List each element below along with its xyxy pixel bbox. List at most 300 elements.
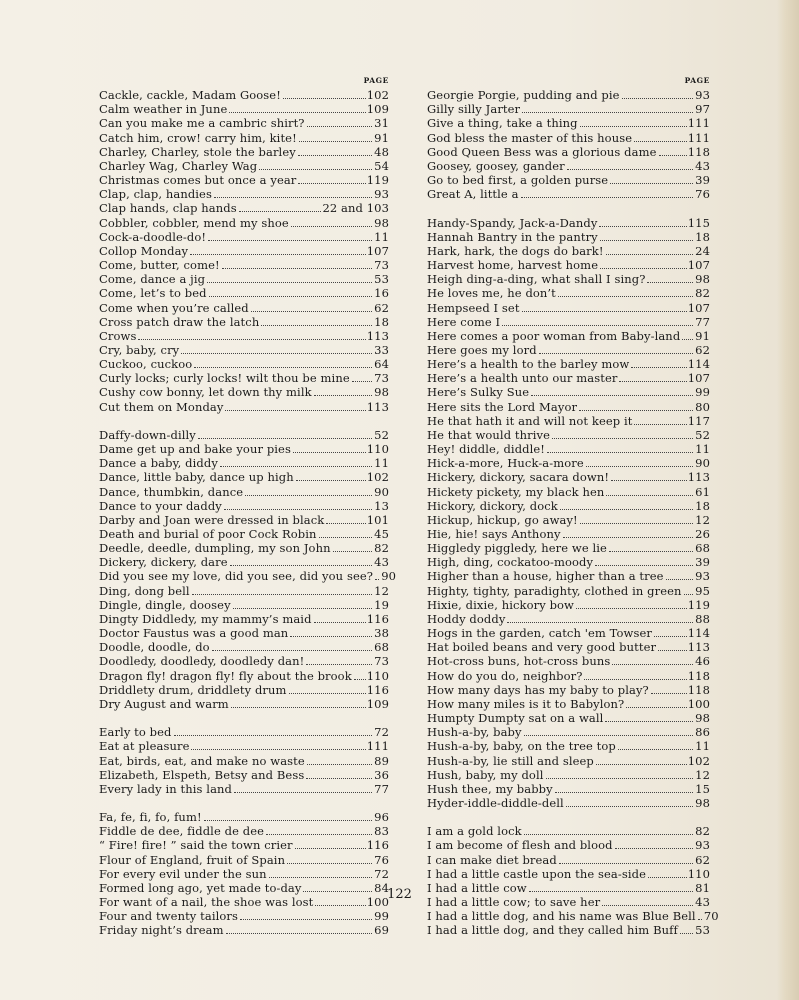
entry-page-number: 72 bbox=[374, 725, 389, 740]
entry-page-number: 52 bbox=[374, 427, 389, 442]
entry-title: How many miles is it to Babylon? bbox=[427, 696, 625, 711]
dot-leader bbox=[209, 287, 372, 297]
entry-page-number: 46 bbox=[695, 654, 710, 669]
group-spacer bbox=[99, 796, 389, 810]
dot-leader bbox=[230, 556, 372, 566]
entry-page-number: 39 bbox=[695, 173, 710, 188]
index-entry bbox=[427, 102, 710, 116]
index-entry bbox=[427, 739, 710, 753]
entry-title: I had a little dog, and his name was Blue Bell bbox=[427, 909, 696, 924]
dot-leader bbox=[291, 217, 372, 227]
entry-page-number: 91 bbox=[374, 130, 389, 145]
entry-page-number: 13 bbox=[374, 498, 389, 513]
entry-title: Give a thing, take a thing bbox=[427, 116, 578, 131]
index-entry bbox=[427, 923, 710, 937]
entry-title: Darby and Joan were dressed in black bbox=[99, 512, 325, 527]
dot-leader bbox=[563, 528, 693, 538]
index-entry bbox=[427, 357, 710, 371]
entry-page-number: 119 bbox=[366, 173, 389, 188]
entry-page-number: 116 bbox=[366, 682, 389, 697]
entry-title: Hannah Bantry in the pantry bbox=[427, 229, 598, 244]
index-entry bbox=[427, 796, 710, 810]
index-entry bbox=[427, 598, 710, 612]
index-entry bbox=[427, 258, 710, 272]
entry-title: Dragon fly! dragon fly! fly about the brook bbox=[99, 668, 352, 683]
entry-title: Higgledy piggledy, here we lie bbox=[427, 541, 607, 556]
dot-leader bbox=[619, 372, 686, 382]
entry-title: Hempseed I set bbox=[427, 300, 520, 315]
entry-title: Hickory, dickory, dock bbox=[427, 498, 558, 513]
dot-leader bbox=[626, 698, 686, 708]
entry-page-number: 19 bbox=[374, 597, 389, 612]
entry-title: He loves me, he don’t bbox=[427, 286, 556, 301]
entry-title: Here’s Sulky Sue bbox=[427, 385, 530, 400]
dot-leader bbox=[319, 528, 373, 538]
entry-page-number: 116 bbox=[366, 838, 389, 853]
dot-leader bbox=[333, 542, 372, 552]
dot-leader bbox=[610, 174, 693, 184]
entry-page-number: 101 bbox=[366, 512, 389, 527]
entry-page-number: 100 bbox=[366, 895, 389, 910]
entry-title: Here come I bbox=[427, 314, 501, 329]
entry-title: Hush-a-by, baby, on the tree top bbox=[427, 739, 616, 754]
index-entry bbox=[427, 442, 710, 456]
entry-title: Clap hands, clap hands bbox=[99, 201, 237, 216]
entry-page-number: 115 bbox=[687, 215, 710, 230]
index-entry bbox=[99, 428, 389, 442]
entry-title: Gilly silly Jarter bbox=[427, 102, 521, 117]
dot-leader bbox=[207, 273, 372, 283]
entry-page-number: 18 bbox=[695, 498, 710, 513]
entry-page-number: 109 bbox=[366, 102, 389, 117]
index-entry bbox=[427, 541, 710, 555]
entry-page-number: 11 bbox=[695, 442, 710, 457]
dot-leader bbox=[558, 287, 693, 297]
dot-leader bbox=[566, 797, 693, 807]
index-entry bbox=[427, 654, 710, 668]
entry-title: Dingty Diddledy, my mammy’s maid bbox=[99, 611, 312, 626]
dot-leader bbox=[306, 655, 372, 665]
entry-page-number: 12 bbox=[695, 767, 710, 782]
entry-title: Dingle, dingle, doosey bbox=[99, 597, 231, 612]
index-entry bbox=[99, 159, 389, 173]
dot-leader bbox=[251, 302, 372, 312]
entry-page-number: 113 bbox=[366, 328, 389, 343]
index-entry bbox=[427, 626, 710, 640]
dot-leader bbox=[576, 599, 687, 609]
index-entry bbox=[427, 754, 710, 768]
dot-leader bbox=[595, 556, 693, 566]
dot-leader bbox=[634, 132, 687, 142]
dot-leader bbox=[682, 330, 693, 340]
group-spacer bbox=[427, 810, 710, 824]
entry-title: Early to bed bbox=[99, 725, 172, 740]
entry-page-number: 82 bbox=[374, 541, 389, 556]
entry-title: Catch him, crow! carry him, kite! bbox=[99, 130, 297, 145]
entry-page-number: 62 bbox=[374, 300, 389, 315]
dot-leader bbox=[245, 486, 372, 496]
dot-leader bbox=[600, 259, 687, 269]
entry-page-number: 43 bbox=[695, 895, 710, 910]
dot-leader bbox=[233, 599, 372, 609]
entry-page-number: 90 bbox=[374, 484, 389, 499]
index-entry bbox=[99, 810, 389, 824]
entry-title: Cackle, cackle, Madam Goose! bbox=[99, 88, 281, 103]
entry-title: Dance a baby, diddy bbox=[99, 456, 218, 471]
page-column-heading: PAGE bbox=[363, 76, 389, 85]
index-entries-right bbox=[427, 88, 719, 938]
dot-leader bbox=[326, 514, 365, 524]
entry-title: Here goes my lord bbox=[427, 342, 537, 357]
entry-title: Heigh ding-a-ding, what shall I sing? bbox=[427, 272, 646, 287]
entry-title: Cut them on Monday bbox=[99, 399, 224, 414]
entry-page-number: 12 bbox=[374, 583, 389, 598]
entry-page-number: 111 bbox=[366, 739, 389, 754]
index-entry bbox=[99, 923, 389, 937]
entry-title: Curly locks; curly locks! wilt thou be mine bbox=[99, 371, 350, 386]
dot-leader bbox=[698, 910, 702, 920]
dot-leader bbox=[648, 868, 687, 878]
entry-title: Highty, tighty, paradighty, clothed in green bbox=[427, 583, 682, 598]
entry-page-number: 11 bbox=[374, 229, 389, 244]
entry-page-number: 83 bbox=[374, 824, 389, 839]
entry-title: For every evil under the sun bbox=[99, 866, 267, 881]
index-entry bbox=[99, 824, 389, 838]
entry-title: Doodledy, doodledy, doodledy dan! bbox=[99, 654, 305, 669]
entry-page-number: 18 bbox=[374, 314, 389, 329]
index-entry bbox=[99, 782, 389, 796]
index-entry bbox=[427, 555, 710, 569]
entry-title: Here’s a health to the barley mow bbox=[427, 357, 630, 372]
entry-title: Hush-a-by, baby bbox=[427, 725, 522, 740]
entry-title: Hyder-iddle-diddle-dell bbox=[427, 795, 564, 810]
entry-page-number: 84 bbox=[374, 880, 389, 895]
entry-page-number: 100 bbox=[687, 696, 710, 711]
dot-leader bbox=[659, 146, 687, 156]
index-entry bbox=[99, 626, 389, 640]
dot-leader bbox=[531, 386, 693, 396]
entry-page-number: 64 bbox=[374, 357, 389, 372]
entry-title: Here’s a health unto our master bbox=[427, 371, 618, 386]
entry-page-number: 114 bbox=[687, 626, 710, 641]
index-entry bbox=[427, 569, 710, 583]
index-entry bbox=[99, 201, 389, 215]
index-entry bbox=[99, 669, 389, 683]
entry-title: Goosey, goosey, gander bbox=[427, 158, 565, 173]
entry-page-number: 89 bbox=[374, 753, 389, 768]
entry-page-number: 43 bbox=[695, 158, 710, 173]
index-entry bbox=[99, 371, 389, 385]
index-entry bbox=[99, 569, 397, 584]
index-entry bbox=[99, 258, 389, 272]
entry-title: Eat, birds, eat, and make no waste bbox=[99, 753, 305, 768]
entry-page-number: 22 and 103 bbox=[322, 201, 389, 216]
entry-title: Eat at pleasure bbox=[99, 739, 190, 754]
dot-leader bbox=[559, 854, 693, 864]
entry-page-number: 68 bbox=[374, 640, 389, 655]
entry-title: Cry, baby, cry bbox=[99, 342, 180, 357]
index-entry bbox=[427, 669, 710, 683]
group-spacer bbox=[99, 414, 389, 428]
entry-title: I had a little cow; to save her bbox=[427, 895, 601, 910]
entry-title: Dame get up and bake your pies bbox=[99, 442, 291, 457]
dot-leader bbox=[194, 358, 372, 368]
dot-leader bbox=[314, 386, 372, 396]
dot-leader bbox=[208, 231, 372, 241]
index-entry bbox=[99, 244, 389, 258]
entry-title: Can you make me a cambric shirt? bbox=[99, 116, 305, 131]
index-entry bbox=[427, 145, 710, 159]
dot-leader bbox=[524, 825, 693, 835]
dot-leader bbox=[191, 740, 365, 750]
dot-leader bbox=[580, 514, 693, 524]
entry-title: Doodle, doodle, do bbox=[99, 640, 210, 655]
entry-title: Daffy-down-dilly bbox=[99, 427, 196, 442]
entry-title: Come, let’s to bed bbox=[99, 286, 207, 301]
entry-page-number: 111 bbox=[687, 116, 710, 131]
entry-title: Charley, Charley, stole the barley bbox=[99, 144, 296, 159]
dot-leader bbox=[204, 811, 372, 821]
index-entry bbox=[99, 513, 389, 527]
index-entry bbox=[99, 216, 389, 230]
dot-leader bbox=[306, 769, 372, 779]
group-spacer bbox=[99, 711, 389, 725]
index-entry bbox=[427, 343, 710, 357]
entry-title: He that would thrive bbox=[427, 427, 551, 442]
entry-title: Hot-cross buns, hot-cross buns bbox=[427, 654, 611, 669]
dot-leader bbox=[299, 132, 372, 142]
entry-page-number: 111 bbox=[687, 130, 710, 145]
dot-leader bbox=[212, 641, 372, 651]
entry-page-number: 98 bbox=[374, 215, 389, 230]
index-entry bbox=[427, 909, 719, 924]
index-entry bbox=[427, 428, 710, 442]
entry-title: Crows bbox=[99, 328, 137, 343]
dot-leader bbox=[231, 698, 366, 708]
entry-title: Hogs in the garden, catch 'em Towser bbox=[427, 626, 652, 641]
dot-leader bbox=[606, 486, 693, 496]
dot-leader bbox=[605, 712, 693, 722]
entry-page-number: 99 bbox=[695, 385, 710, 400]
dot-leader bbox=[296, 471, 366, 481]
index-entry bbox=[99, 541, 389, 555]
entry-page-number: 16 bbox=[374, 286, 389, 301]
entry-page-number: 80 bbox=[695, 399, 710, 414]
dot-leader bbox=[298, 174, 365, 184]
index-entry bbox=[99, 173, 389, 187]
entry-page-number: 68 bbox=[695, 541, 710, 556]
dot-leader bbox=[261, 316, 372, 326]
entry-title: Elizabeth, Elspeth, Betsy and Bess bbox=[99, 767, 305, 782]
dot-leader bbox=[600, 231, 693, 241]
entry-page-number: 118 bbox=[687, 682, 710, 697]
index-entry bbox=[427, 159, 710, 173]
entry-title: Formed long ago, yet made to-day bbox=[99, 880, 302, 895]
entry-page-number: 48 bbox=[374, 144, 389, 159]
index-entry bbox=[427, 513, 710, 527]
index-entry bbox=[427, 244, 710, 258]
entry-title: Every lady in this land bbox=[99, 781, 232, 796]
dot-leader bbox=[631, 358, 686, 368]
dot-leader bbox=[354, 670, 366, 680]
entry-page-number: 98 bbox=[695, 795, 710, 810]
page-number: 122 bbox=[387, 887, 412, 902]
dot-leader bbox=[229, 103, 365, 113]
entry-page-number: 96 bbox=[374, 810, 389, 825]
dot-leader bbox=[522, 103, 693, 113]
page-edge-shadow bbox=[777, 0, 799, 1000]
index-entry bbox=[427, 499, 710, 513]
dot-leader bbox=[287, 854, 372, 864]
index-entry bbox=[427, 782, 710, 796]
entry-page-number: 62 bbox=[695, 852, 710, 867]
dot-leader bbox=[658, 641, 687, 651]
index-entry bbox=[99, 853, 389, 867]
entry-title: Cobbler, cobbler, mend my shoe bbox=[99, 215, 289, 230]
dot-leader bbox=[190, 245, 366, 255]
entry-title: For want of a nail, the shoe was lost bbox=[99, 895, 314, 910]
entry-page-number: 53 bbox=[695, 923, 710, 938]
entry-page-number: 81 bbox=[695, 880, 710, 895]
index-entry bbox=[99, 768, 389, 782]
index-entry bbox=[99, 102, 389, 116]
index-entry bbox=[99, 88, 389, 102]
entry-page-number: 73 bbox=[374, 371, 389, 386]
dot-leader bbox=[579, 401, 693, 411]
index-entry bbox=[427, 187, 710, 201]
entry-page-number: 93 bbox=[695, 569, 710, 584]
index-entry bbox=[427, 456, 710, 470]
entry-title: Come, butter, come! bbox=[99, 258, 220, 273]
entry-page-number: 95 bbox=[695, 583, 710, 598]
entry-page-number: 12 bbox=[695, 512, 710, 527]
dot-leader bbox=[293, 443, 366, 453]
dot-leader bbox=[618, 740, 693, 750]
index-entry bbox=[99, 598, 389, 612]
entry-page-number: 38 bbox=[374, 626, 389, 641]
entry-title: Death and burial of poor Cock Robin bbox=[99, 527, 317, 541]
entry-title: I had a little cow bbox=[427, 880, 527, 895]
index-entry bbox=[427, 725, 710, 739]
entry-page-number: 36 bbox=[374, 767, 389, 782]
index-entry bbox=[427, 612, 710, 626]
entry-title: Hickery, dickory, sacara down! bbox=[427, 470, 610, 485]
index-entry bbox=[99, 456, 389, 470]
entry-title: “ Fire! fire! ” said the town crier bbox=[99, 838, 293, 853]
dot-leader bbox=[138, 330, 365, 340]
entry-page-number: 61 bbox=[695, 484, 710, 499]
index-entry bbox=[427, 838, 710, 852]
entry-title: Flour of England, fruit of Spain bbox=[99, 852, 286, 867]
entry-page-number: 102 bbox=[366, 470, 389, 485]
index-entry bbox=[99, 187, 389, 201]
index-entry bbox=[99, 527, 389, 541]
dot-leader bbox=[522, 302, 687, 312]
index-entry bbox=[427, 824, 710, 838]
entry-title: Harvest home, harvest home bbox=[427, 258, 599, 273]
entry-title: Come when you’re called bbox=[99, 300, 249, 315]
dot-leader bbox=[225, 401, 365, 411]
entry-title: Calm weather in June bbox=[99, 102, 228, 117]
entry-page-number: 93 bbox=[374, 187, 389, 202]
dot-leader bbox=[584, 670, 686, 680]
entry-title: High, ding, cockatoo-moody bbox=[427, 555, 594, 570]
entry-title: Collop Monday bbox=[99, 243, 189, 258]
index-entry bbox=[427, 867, 710, 881]
entry-page-number: 86 bbox=[695, 725, 710, 740]
dot-leader bbox=[599, 217, 686, 227]
dot-leader bbox=[654, 627, 687, 637]
entry-title: Charley Wag, Charley Wag bbox=[99, 158, 258, 173]
dot-leader bbox=[314, 613, 366, 623]
entry-title: Fiddle de dee, fiddle de dee bbox=[99, 824, 265, 839]
entry-title: Hush, baby, my doll bbox=[427, 767, 544, 782]
entry-page-number: 26 bbox=[695, 527, 710, 541]
entry-title: How do you do, neighbor? bbox=[427, 668, 583, 683]
index-entry bbox=[427, 470, 710, 484]
index-entry bbox=[427, 286, 710, 300]
entry-title: Hush-a-by, lie still and sleep bbox=[427, 753, 594, 768]
index-entry bbox=[99, 838, 389, 852]
dot-leader bbox=[214, 188, 372, 198]
entry-title: I can make diet bread bbox=[427, 852, 557, 867]
index-entry bbox=[427, 371, 710, 385]
entry-page-number: 45 bbox=[374, 527, 389, 541]
dot-leader bbox=[596, 755, 687, 765]
index-entry bbox=[99, 640, 389, 654]
entry-page-number: 31 bbox=[374, 116, 389, 131]
index-entry bbox=[427, 116, 710, 130]
entry-title: Cuckoo, cuckoo bbox=[99, 357, 193, 372]
entry-title: Hie, hie! says Anthony bbox=[427, 527, 561, 541]
entry-page-number: 110 bbox=[687, 866, 710, 881]
index-entry bbox=[99, 499, 389, 513]
dot-leader bbox=[611, 471, 687, 481]
entry-page-number: 90 bbox=[381, 569, 397, 584]
entry-title: Did you see my love, did you see, did you see? bbox=[99, 569, 374, 584]
dot-leader bbox=[560, 500, 693, 510]
dot-leader bbox=[567, 160, 693, 170]
index-entry bbox=[99, 612, 389, 626]
entry-title: Hat boiled beans and very good butter bbox=[427, 640, 657, 655]
entry-page-number: 18 bbox=[695, 229, 710, 244]
dot-leader bbox=[586, 457, 693, 467]
entry-page-number: 77 bbox=[695, 314, 710, 329]
entry-title: Humpty Dumpty sat on a wall bbox=[427, 711, 604, 726]
dot-leader bbox=[283, 89, 366, 99]
dot-leader bbox=[259, 160, 372, 170]
entry-title: I am become of flesh and blood bbox=[427, 838, 613, 853]
dot-leader bbox=[269, 868, 372, 878]
dot-leader bbox=[181, 344, 372, 354]
entry-title: Go to bed first, a golden purse bbox=[427, 173, 609, 188]
dot-leader bbox=[552, 429, 693, 439]
entry-page-number: 97 bbox=[695, 102, 710, 117]
entry-page-number: 88 bbox=[695, 611, 710, 626]
entry-title: I am a gold lock bbox=[427, 824, 522, 839]
entry-page-number: 109 bbox=[366, 696, 389, 711]
entry-page-number: 116 bbox=[366, 611, 389, 626]
dot-leader bbox=[289, 684, 366, 694]
entry-page-number: 117 bbox=[687, 413, 710, 428]
index-entry bbox=[427, 173, 710, 187]
entry-page-number: 82 bbox=[695, 824, 710, 839]
dot-leader bbox=[375, 570, 379, 580]
index-entry bbox=[99, 145, 389, 159]
dot-leader bbox=[266, 825, 372, 835]
entry-title: Good Queen Bess was a glorious dame bbox=[427, 144, 657, 159]
index-entry bbox=[99, 343, 389, 357]
